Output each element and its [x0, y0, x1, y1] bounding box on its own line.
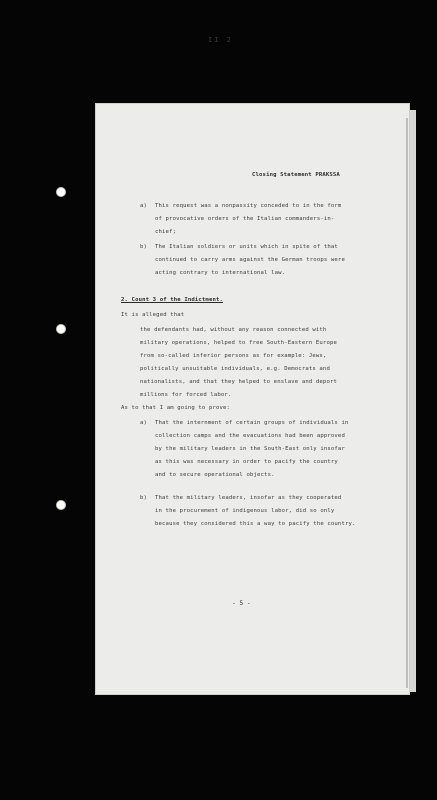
punch-hole — [56, 324, 66, 334]
paragraph-line: in the procurement of indigenous labor, did so only — [155, 508, 335, 514]
paragraph-line: millions for forced labor. — [140, 392, 232, 398]
paragraph-line: and to secure operational objects. — [155, 472, 275, 478]
punch-hole — [56, 187, 66, 197]
punch-hole — [56, 500, 66, 510]
paragraph-line: That the military leaders, insofar as they cooperated — [155, 495, 342, 501]
item-marker: a) — [140, 420, 148, 426]
paragraph-line: nationalists, and that they helped to enslave and deport — [140, 379, 337, 385]
paragraph-line: as this was necessary in order to pacify the country — [155, 459, 338, 465]
item-marker: b) — [140, 244, 148, 250]
paragraph-line: from so-called inferior persons as for example: Jews, — [140, 353, 327, 359]
document-page — [96, 104, 409, 694]
paragraph-line: chief; — [155, 229, 177, 235]
section-heading: 2. Count 3 of the Indictment. — [121, 297, 224, 303]
item-marker: a) — [140, 203, 148, 209]
paragraph-line: As to that I am going to prove: — [121, 405, 231, 411]
paragraph-line: This request was a nonpassity conceded to in the form — [155, 203, 342, 209]
paragraph-line: the defendants had, without any reason connected with — [140, 327, 327, 333]
paragraph-line: acting contrary to international law. — [155, 270, 286, 276]
paragraph-line: because they considered this a way to pacify the country. — [155, 521, 356, 527]
paragraph-line: The Italian soldiers or units which in spite of that — [155, 244, 338, 250]
page-edge — [406, 118, 408, 688]
paragraph-line: by the military leaders in the South-East only insofar — [155, 446, 345, 452]
paragraph-line: military operations, helped to free South-Eastern Europe — [140, 340, 337, 346]
item-marker: b) — [140, 495, 148, 501]
paragraph-line: That the internment of certain groups of individuals in — [155, 420, 349, 426]
paragraph-line: continued to carry arms against the German troops were — [155, 257, 345, 263]
paragraph-line: collection camps and the evacuations had been approved — [155, 433, 345, 439]
paragraph-line: It is alleged that — [121, 312, 185, 318]
paragraph-line: politically unsuitable individuals, e.g. Democrats and — [140, 366, 330, 372]
document-reference: Closing Statement PRAKSSA — [252, 172, 340, 178]
page-number: - 5 - — [232, 600, 251, 607]
paragraph-line: of provocative orders of the Italian commanders-in- — [155, 216, 335, 222]
film-frame-mark: II 2 — [208, 36, 233, 44]
